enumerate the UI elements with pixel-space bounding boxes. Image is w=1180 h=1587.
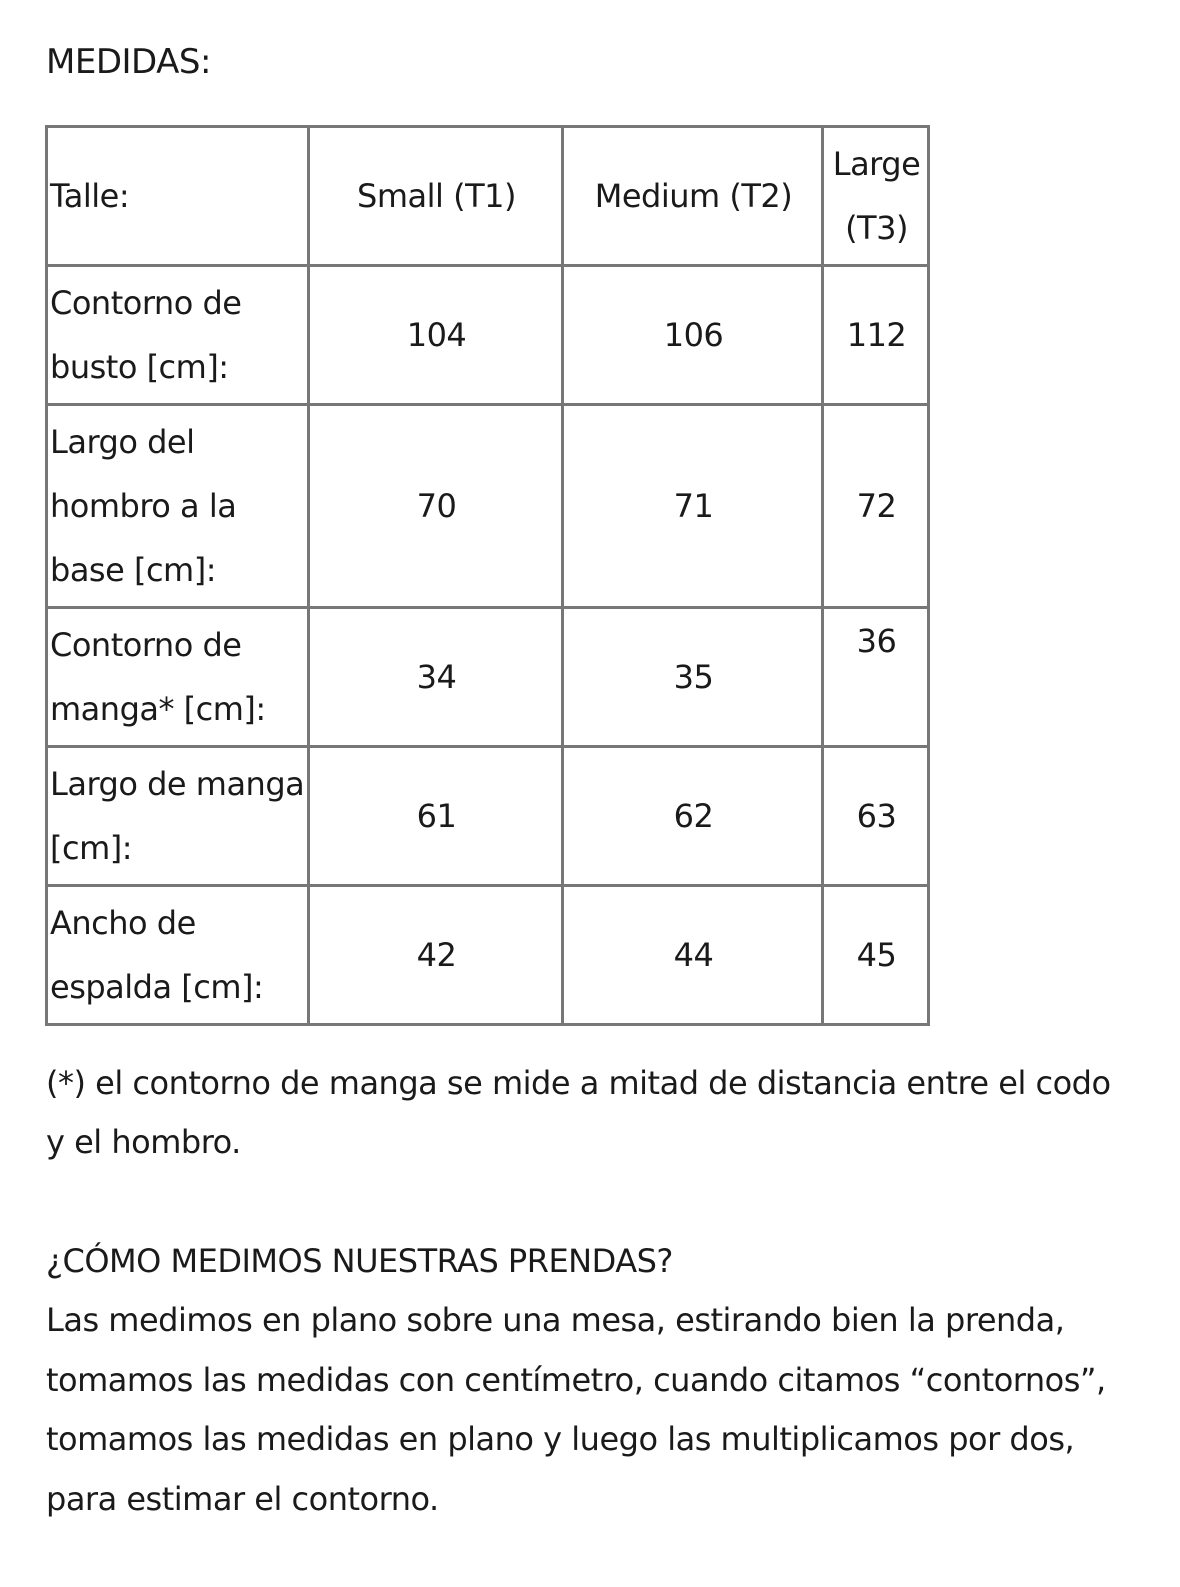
table-header-row bbox=[47, 127, 929, 266]
table-cell: 44 bbox=[563, 886, 823, 1025]
table-cell: 71 bbox=[563, 405, 823, 608]
header-cell-small: Small (T1) bbox=[309, 127, 563, 266]
row-label: Largo del hombro a la base [cm]: bbox=[47, 405, 309, 608]
header-cell-large: Large (T3) bbox=[823, 127, 929, 266]
size-chart-table bbox=[45, 125, 930, 1026]
table-cell: 106 bbox=[563, 266, 823, 405]
row-label: Largo de manga [cm]: bbox=[47, 747, 309, 886]
sleeve-note: (*) el contorno de manga se mide a mitad de distancia entre el codo y el hombro. bbox=[46, 1064, 1111, 1161]
table-cell: 42 bbox=[309, 886, 563, 1025]
header-cell-size: Talle: bbox=[47, 127, 309, 266]
section-title: ¿CÓMO MEDIMOS NUESTRAS PRENDAS? bbox=[46, 1242, 673, 1280]
table-row bbox=[47, 886, 929, 1025]
table-cell: 45 bbox=[823, 886, 929, 1025]
row-label: Ancho de espalda [cm]: bbox=[47, 886, 309, 1025]
table-cell: 72 bbox=[823, 405, 929, 608]
table-cell: 112 bbox=[823, 266, 929, 405]
row-label: Contorno de manga* [cm]: bbox=[47, 608, 309, 747]
table-cell: 62 bbox=[563, 747, 823, 886]
table-row bbox=[47, 608, 929, 747]
table-cell: 36 bbox=[823, 608, 929, 747]
page-title: MEDIDAS: bbox=[46, 42, 211, 82]
section-body: Las medimos en plano sobre una mesa, estirando bien la prenda, tomamos las medidas con centímetro, cuando citamos “contornos”, tomamos las medidas en plano y luego las multiplicamos por dos, para estimar el contorno. bbox=[46, 1301, 1106, 1518]
table-cell: 35 bbox=[563, 608, 823, 747]
table-row bbox=[47, 266, 929, 405]
table-cell: 63 bbox=[823, 747, 929, 886]
row-label: Contorno de busto [cm]: bbox=[47, 266, 309, 405]
header-cell-medium: Medium (T2) bbox=[563, 127, 823, 266]
table-cell: 34 bbox=[309, 608, 563, 747]
table-cell: 61 bbox=[309, 747, 563, 886]
table-row bbox=[47, 405, 929, 608]
table-row bbox=[47, 747, 929, 886]
table-cell: 70 bbox=[309, 405, 563, 608]
table-cell: 104 bbox=[309, 266, 563, 405]
